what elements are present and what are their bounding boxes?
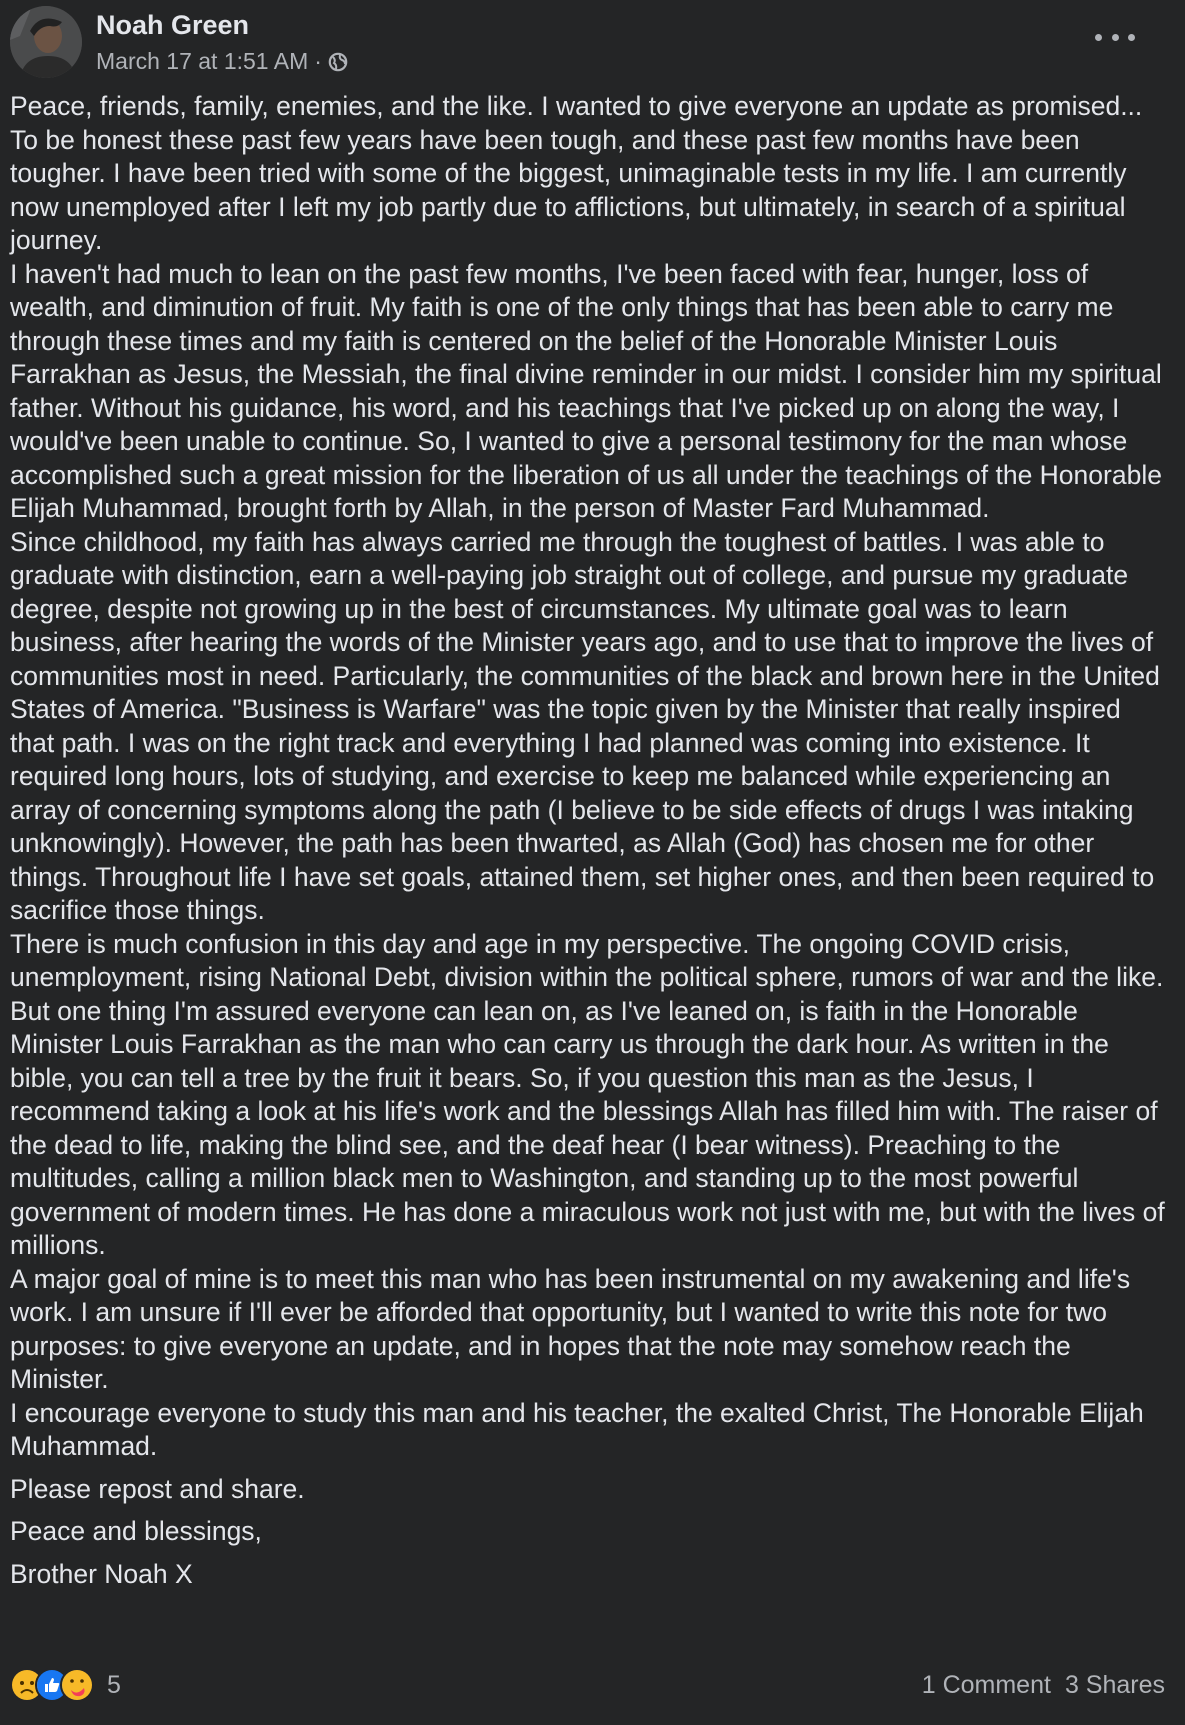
shares-count-link[interactable]: 3 Shares xyxy=(1064,1670,1165,1699)
reaction-count: 5 xyxy=(107,1670,121,1699)
post-header xyxy=(10,6,1175,82)
globe-icon[interactable] xyxy=(328,52,348,72)
engagement-stats xyxy=(922,1665,1165,1705)
post-meta xyxy=(96,48,348,75)
meta-separator: · xyxy=(314,48,322,74)
closing-line: Brother Noah X xyxy=(10,1558,193,1589)
post-timestamp[interactable]: March 17 at 1:51 AM xyxy=(96,48,309,74)
post-text xyxy=(10,90,1170,1591)
author-name[interactable]: Noah Green xyxy=(96,10,250,40)
more-options-icon[interactable] xyxy=(1095,24,1135,50)
care-reaction-icon xyxy=(60,1668,94,1702)
avatar-photo xyxy=(10,6,82,78)
closing-line: Please repost and share. xyxy=(10,1473,305,1504)
post-paragraph: I encourage everyone to study this man and his teacher, the exalted Christ, The Honorable Elijah Muhammad. xyxy=(10,1397,1144,1461)
post-paragraph: Since childhood, my faith has always carried me through the toughest of battles. I was able to graduate with distinction, earn a well-paying job straight out of college, and pursue my graduate degree, despite not growing up in the best of circumstances. My ultimate goal was to learn business, after hearing the words of the Minister years ago, and to use that to improve the lives of communities most in need. Particularly, the communities of the black and brown here in the United States of America. "Business is Warfare" was the topic given by the Minister that really inspired that path. I was on the right track and everything I had planned was coming into existence. It required long hours, lots of studying, and exercise to keep me balanced while experiencing an array of concerning symptoms along the path (I believe to be side effects of drugs I was intaking unknowingly). However, the path has been thwarted, as Allah (God) has chosen me for other things. Throughout life I have set goals, attained them, set higher ones, and then been required to sacrifice those things. xyxy=(10,526,1160,925)
post-footer xyxy=(10,1665,1165,1705)
closing-line: Peace and blessings, xyxy=(10,1516,262,1546)
post-paragraph: Peace, friends, family, enemies, and the like. I wanted to give everyone an update as promised... To be honest these past few years have been tough, and these past few months have been tougher. I have been tried with some of the biggest, unimaginable tests in my life. I am currently now unemployed after I left my job partly due to afflictions, but ultimately, in search of a spiritual journey. xyxy=(10,91,1143,255)
post-paragraph: There is much confusion in this day and age in my perspective. The ongoing COVID crisis, unemployment, rising National Debt, division within the political sphere, rumors of war and the like. But one thing I'm assured everyone can lean on, as I've leaned on, is faith in the Honorable Minister Louis Farrakhan as the man who can carry us through the dark hour. As written in the bible, you can tell a tree by the fruit it bears. So, if you question this man as the Jesus, I recommend taking a look at his life's work and the blessings Allah has filled him with. The raiser of the dead to life, making the blind see, and the deaf hear (I bear witness). Preaching to the multitudes, calling a million black men to Washington, and standing up to the most powerful government of modern times. He has done a miraculous work not just with me, but with the lives of millions. xyxy=(10,928,1165,1260)
post-paragraph: I haven't had much to lean on the past few months, I've been faced with fear, hunger, loss of wealth, and diminution of fruit. My faith is one of the only things that has been able to carry me through these times and my faith is centered on the belief of the Honorable Minister Louis Farrakhan as Jesus, the Messiah, the final divine reminder in our midst. I consider him my spiritual father. Without his guidance, his word, and his teachings that I've picked up on along the way, I would've been unable to continue. So, I wanted to give a personal testimony for the man whose accomplished such a great mission for the liberation of us all under the teachings of the Honorable Elijah Muhammad, brought forth by Allah, in the person of Master Fard Muhammad. xyxy=(10,258,1162,523)
comments-count-link[interactable]: 1 Comment xyxy=(921,1670,1051,1699)
reactions-summary[interactable] xyxy=(10,1665,121,1705)
post-paragraph: A major goal of mine is to meet this man who has been instrumental on my awakening and life's work. I am unsure if I'll ever be afforded that opportunity, but I wanted to write this note for two purposes: to give everyone an update, and in hopes that the note may somehow reach the Minister. xyxy=(10,1263,1131,1394)
avatar[interactable] xyxy=(10,6,82,78)
